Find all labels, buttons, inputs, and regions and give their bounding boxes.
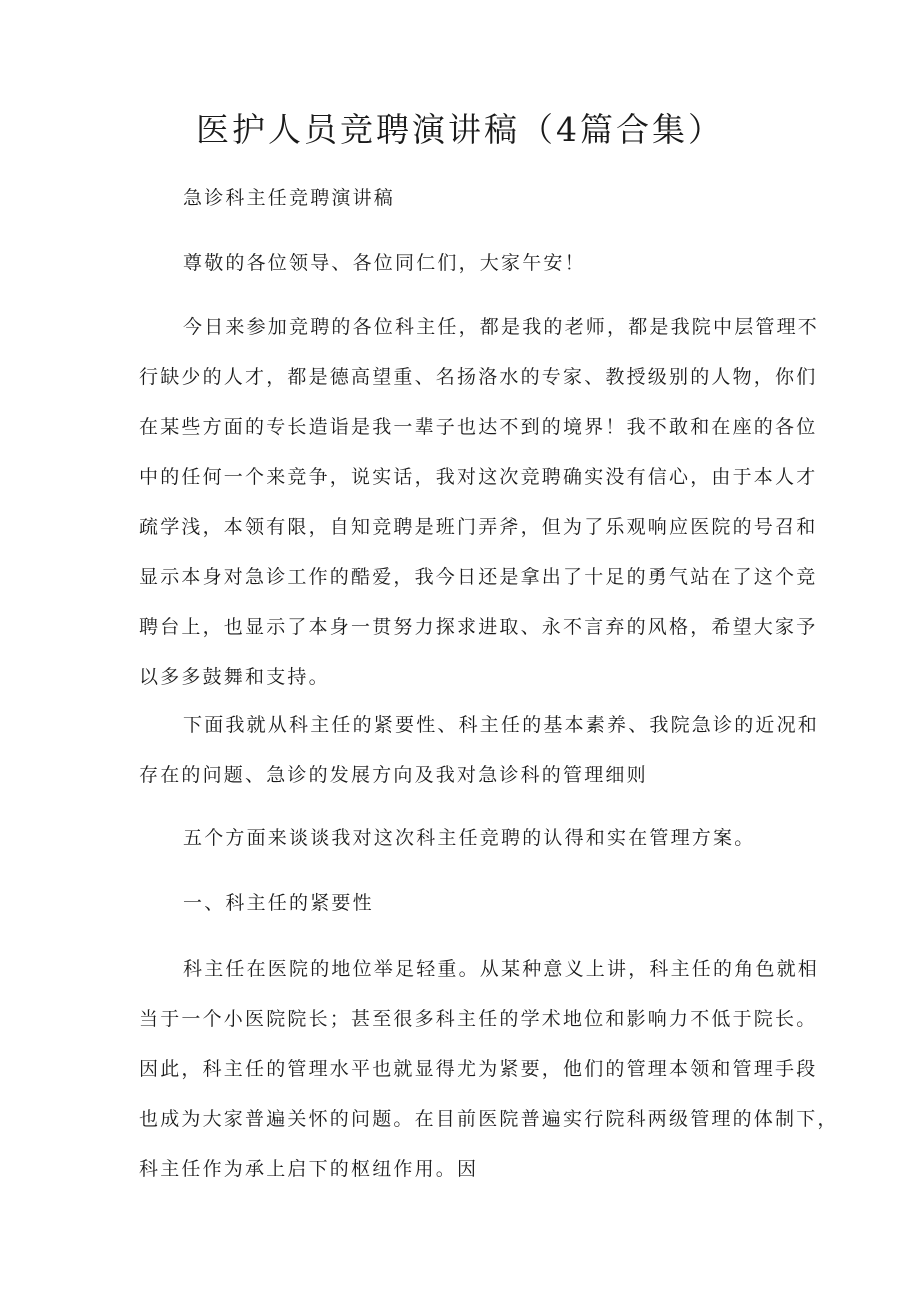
paragraph-line: 显示本身对急诊工作的酷爱，我今日还是拿出了十足的勇气站在了这个竞 (139, 566, 818, 588)
section-subtitle (139, 173, 799, 223)
heading-line: 一、科主任的紧要性 (183, 892, 374, 914)
paragraph-line: 当于一个小医院院长；甚至很多科主任的学术地位和影响力不低于院长。 (139, 1008, 818, 1030)
paragraph-line: 中的任何一个来竞争，说实话，我对这次竞聘确实没有信心，由于本人才 (139, 466, 818, 488)
paragraph-line: 下面我就从科主任的紧要性、科主任的基本素养、我院急诊的近况和 (183, 714, 820, 736)
document-title: 医护人员竞聘演讲稿（4篇合集） (196, 110, 724, 149)
paragraph-line: 疏学浅，本领有限，自知竞聘是班门弄斧，但为了乐观响应医院的号召和 (139, 516, 818, 538)
paragraph-line: 科主任在医院的地位举足轻重。从某种意义上讲，科主任的角色就相 (183, 958, 820, 980)
paragraph-importance (139, 944, 839, 1194)
paragraph-line: 五个方面来谈谈我对这次科主任竞聘的认得和实在管理方案。 (183, 827, 756, 849)
section-heading (139, 878, 799, 928)
greeting-paragraph (139, 238, 799, 288)
paragraph-outline (139, 700, 820, 800)
greeting-line: 尊敬的各位领导、各位同仁们，大家午安！ (183, 252, 586, 274)
paragraph-aspects (139, 813, 799, 863)
paragraph-line: 行缺少的人才，都是德高望重、名扬洛水的专家、教授级别的人物，你们 (139, 366, 818, 388)
paragraph-line: 存在的问题、急诊的发展方向及我对急诊科的管理细则 (139, 764, 648, 786)
paragraph-line: 以多多鼓舞和支持。 (139, 666, 330, 688)
subtitle-line: 急诊科主任竞聘演讲稿 (183, 187, 396, 209)
paragraph-line: 也成为大家普遍关怀的问题。在目前医院普遍实行院科两级管理的体制下， (139, 1108, 839, 1130)
paragraph-line: 科主任作为承上启下的枢纽作用。因 (139, 1158, 479, 1180)
paragraph-line: 在某些方面的专长造诣是我一辈子也达不到的境界！我不敢和在座的各位 (139, 416, 818, 438)
paragraph-line: 因此，科主任的管理水平也就显得尤为紧要，他们的管理本领和管理手段 (139, 1058, 818, 1080)
paragraph-intro (139, 302, 820, 702)
paragraph-line: 聘台上，也显示了本身一贯努力探求进取、永不言弃的风格，希望大家予 (139, 616, 818, 638)
paragraph-line: 今日来参加竞聘的各位科主任，都是我的老师，都是我院中层管理不 (183, 316, 820, 338)
